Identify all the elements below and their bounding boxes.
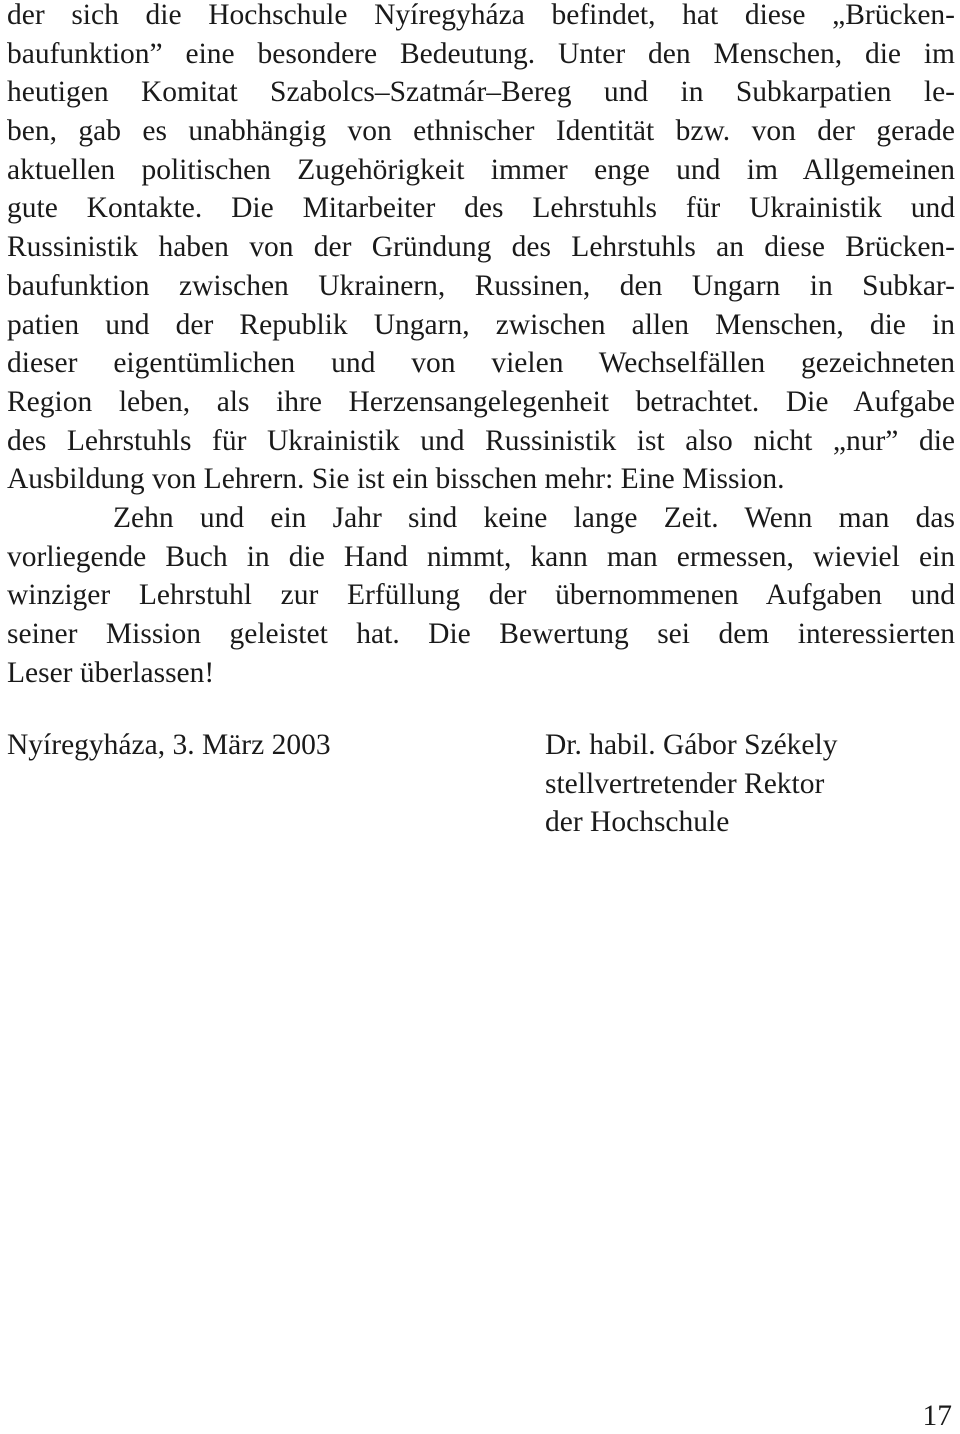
text-line: baufunktion” eine besondere Bedeutung. Unter den Menschen, die im [7, 37, 955, 70]
place-and-date: Nyíregyháza, 3. März 2003 [7, 729, 331, 761]
text-line: des Lehrstuhls für Ukrainistik und Russinistik ist also nicht „nur” die [7, 424, 955, 457]
body-text [7, 0, 955, 692]
page-number: 17 [922, 1400, 952, 1432]
text-line: gute Kontakte. Die Mitarbeiter des Lehrstuhls für Ukrainistik und [7, 192, 955, 225]
text-line: Zehn und ein Jahr sind keine lange Zeit. Wenn man das [113, 501, 955, 534]
signature-institution: der Hochschule [545, 806, 730, 839]
text-line: ben, gab es unabhängig von ethnischer Identität bzw. von der gerade [7, 115, 955, 148]
text-line: baufunktion zwischen Ukrainern, Russinen, den Ungarn in Subkar- [7, 269, 955, 302]
text-line: winziger Lehrstuhl zur Erfüllung der übernommenen Aufgaben und [7, 579, 955, 612]
text-line: Region leben, als ihre Herzensangelegenheit betrachtet. Die Aufgabe [7, 385, 955, 418]
text-line: Russinistik haben von der Gründung des Lehrstuhls an diese Brücken- [7, 231, 955, 264]
text-line: der sich die Hochschule Nyíregyháza befindet, hat diese „Brücken- [7, 0, 955, 31]
text-line: heutigen Komitat Szabolcs–Szatmár–Bereg und in Subkarpatien le- [7, 76, 955, 109]
text-line: aktuellen politischen Zugehörigkeit immer enge und im Allgemeinen [7, 153, 955, 186]
signature-name: Dr. habil. Gábor Székely [545, 729, 838, 761]
signature-block [545, 726, 837, 842]
text-line: seiner Mission geleistet hat. Die Bewertung sei dem interessierten [7, 618, 955, 650]
text-line: patien und der Republik Ungarn, zwischen allen Menschen, die in [7, 308, 955, 341]
signature-title: stellvertretender Rektor [545, 767, 825, 800]
text-line: vorliegende Buch in die Hand nimmt, kann man ermessen, wieviel ein [7, 540, 955, 573]
text-line: Ausbildung von Lehrern. Sie ist ein bisschen mehr: Eine Mission. [7, 463, 785, 496]
text-line: dieser eigentümlichen und von vielen Wechselfällen gezeichneten [7, 347, 955, 380]
text-line: Leser überlassen! [7, 656, 215, 689]
